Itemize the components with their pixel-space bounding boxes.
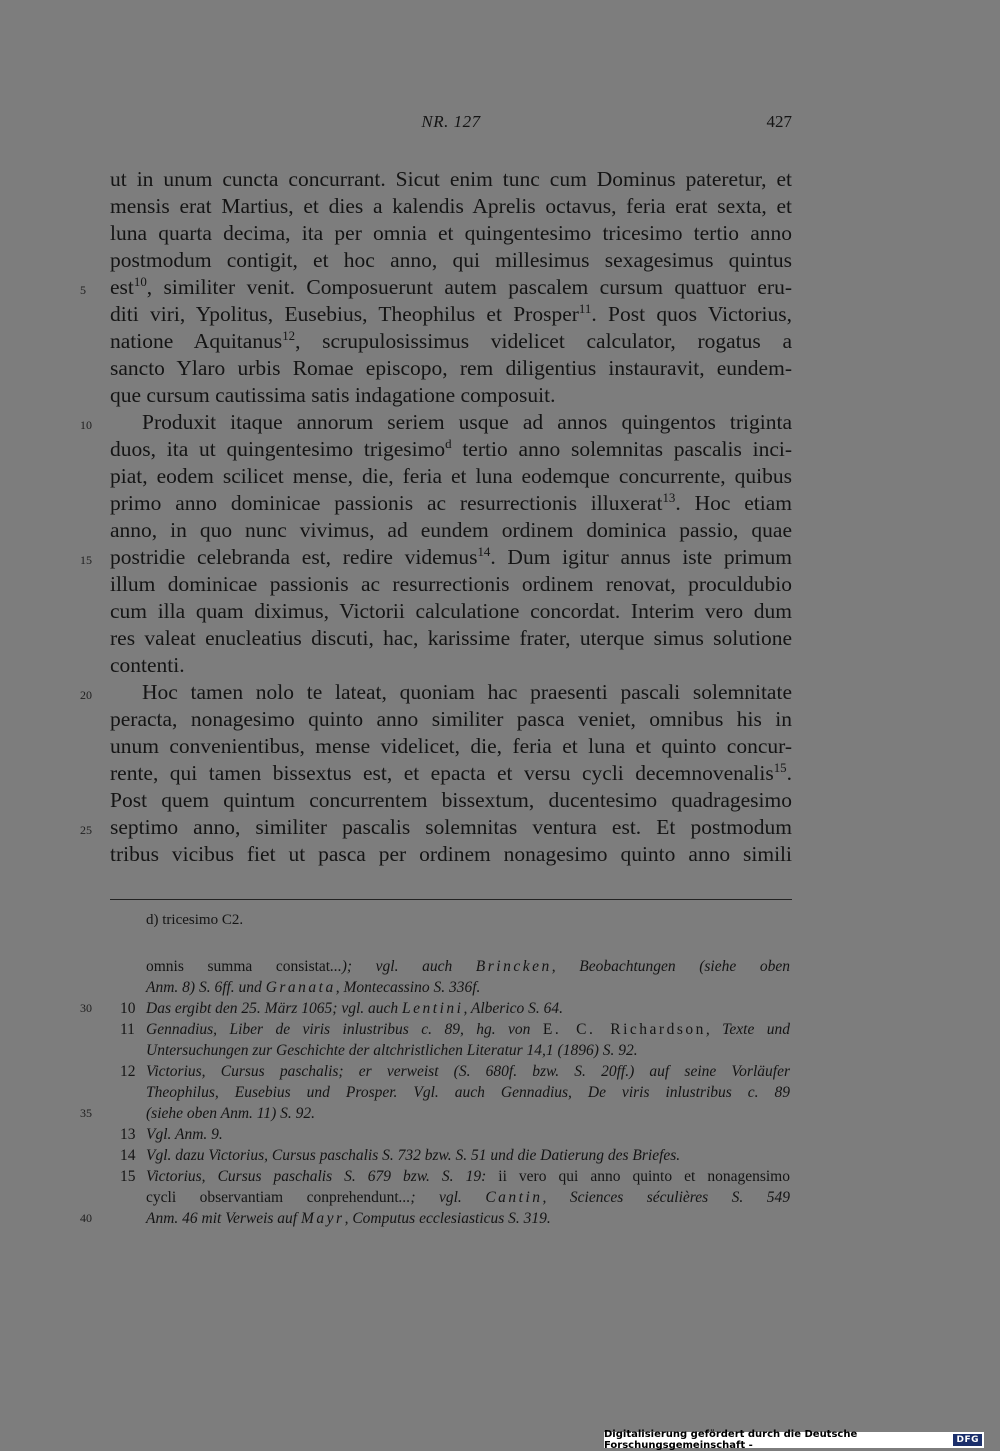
body-line: postridie celebranda est, redire videmus$^{14}$. Dum igitur annus iste primum <box>110 544 792 569</box>
footnote-ref: 14 <box>477 544 491 559</box>
running-title: NR. 127 <box>421 112 481 131</box>
footnote-continuation: omnis summa consistat...); vgl. auch Brincken, Beobachtungen (siehe oben <box>146 958 790 975</box>
page-number: 427 <box>766 112 792 131</box>
footnote-continuation: Anm. 8) S. 6ff. und Granata, Montecassino S. 336f. <box>146 979 481 996</box>
line-number: 10 <box>80 418 92 432</box>
body-line: natione Aquitanus$^{12}$, scrupulosissimus videlicet calculator, rogatus a <box>110 328 792 353</box>
body-line: que cursum cautissima satis indagatione composuit. <box>110 383 556 407</box>
footnote-ref: 10 <box>133 274 147 289</box>
footnote-divider <box>110 899 792 900</box>
body-line: illum dominicae passionis ac resurrectionis ordinem renovat, proculdubio <box>110 572 792 596</box>
body-line: peracta, nonagesimo quinto anno similiter pasca veniet, omnibus his in <box>110 707 792 731</box>
body-line: postmodum contigit, et hoc anno, qui millesimus sexagesimus quintus <box>110 248 792 272</box>
body-line: duos, ita ut quingentesimo trigesimo$^d$ tertio anno solemnitas pascalis inci- <box>110 436 793 461</box>
footnote-15-line3: Anm. 46 mit Verweis auf Mayr, Computus ecclesiasticus S. 319. <box>146 1210 551 1227</box>
variant-ref: d <box>445 436 452 451</box>
body-line: rente, qui tamen bissextus est, et epacta et versu cycli decemnovenalis$^{15}$. <box>110 760 792 785</box>
footnote-15-line2: cycli observantiam conprehendunt...; vgl. Cantin, Sciences séculières S. 549 <box>146 1189 790 1206</box>
body-line: Hoc tamen nolo te lateat, quoniam hac praesenti pascali solemnitate <box>142 680 792 704</box>
dfg-logo-icon: DFG <box>953 1434 982 1446</box>
body-line: tribus vicibus fiet ut pasca per ordinem nonagesimo quinto anno simili <box>110 842 792 866</box>
body-line: est$^{10}$, similiter venit. Composuerunt autem pascalem cursum quattuor eru- <box>110 274 792 299</box>
line-number: 5 <box>80 283 86 297</box>
footnote-ref: 11 <box>578 301 592 316</box>
body-line: cum illa quam diximus, Victorii calculatione concordat. Interim vero dum <box>110 599 792 623</box>
running-header <box>110 112 792 138</box>
line-number: 35 <box>80 1106 92 1120</box>
body-line: primo anno dominicae passionis ac resurrectionis illuxerat$^{13}$. Hoc etiam <box>110 490 792 515</box>
footnote-11-line2: Untersuchungen zur Geschichte der altchristlichen Literatur 14,1 (1896) S. 92. <box>146 1042 638 1059</box>
funding-text: Digitalisierung gefördert durch die Deutsche Forschungsgemeinschaft - <box>604 1429 858 1451</box>
funding-banner <box>604 1429 984 1451</box>
body-line: diti viri, Ypolitus, Eusebius, Theophilus et Prosper$^{11}$. Post quos Victorius, <box>110 301 792 326</box>
body-line: mensis erat Martius, et dies a kalendis Aprelis octavus, feria erat sexta, et <box>110 194 792 218</box>
body-line: sancto Ylaro urbis Romae episcopo, rem diligentius instauravit, eundem- <box>110 356 792 380</box>
body-line: Post quem quintum concurrentem bissextum, ducentesimo quadragesimo <box>110 788 792 812</box>
footnote-number: 11 <box>120 1021 135 1038</box>
line-number: 25 <box>80 823 92 837</box>
footnote-number: 13 <box>120 1126 136 1143</box>
body-line: luna quarta decima, ita per omnia et quingentesimo tricesimo tertio anno <box>110 221 792 245</box>
footnote-15: Victorius, Cursus paschalis S. 679 bzw. S. 19: ii vero qui anno quinto et nonagensimo <box>146 1168 790 1185</box>
footnote-11: Gennadius, Liber de viris inlustribus c. 89, hg. von E. C. Richardson, Texte und <box>146 1021 790 1038</box>
body-line: Produxit itaque annorum seriem usque ad annos quingentos triginta <box>142 410 792 434</box>
body-line: piat, eodem scilicet mense, die, feria et luna eodemque concurrente, quibus <box>110 464 792 488</box>
body-line: unum convenientibus, mense videlicet, die, feria et luna et quinto concur- <box>110 734 792 758</box>
line-number: 40 <box>80 1211 92 1225</box>
footnote-13: Vgl. Anm. 9. <box>146 1126 223 1143</box>
line-number: 30 <box>80 1001 92 1015</box>
footnote-12: Victorius, Cursus paschalis; er verweist (S. 680f. bzw. S. 20ff.) auf seine Vorläufer <box>146 1063 790 1080</box>
footnote-number: 15 <box>120 1168 136 1185</box>
footnote-number: 10 <box>120 1000 136 1017</box>
body-line: contenti. <box>110 653 185 677</box>
variant-note: d) tricesimo C2. <box>146 912 244 928</box>
footnote-ref: 13 <box>662 490 676 505</box>
footnote-12-line2: Theophilus, Eusebius und Prosper. Vgl. auch Gennadius, De viris inlustribus c. 89 <box>146 1084 790 1101</box>
body-line: res valeat enucleatius discuti, hac, karissime frater, uterque simus solutione <box>110 626 792 650</box>
body-line: anno, in quo nunc vivimus, ad eundem ordinem dominica passio, quae <box>110 518 792 542</box>
footnote-number: 14 <box>120 1147 136 1164</box>
footnote-10: Das ergibt den 25. März 1065; vgl. auch Lentini, Alberico S. 64. <box>146 1000 564 1017</box>
body-line: septimo anno, similiter pascalis solemnitas ventura est. Et postmodum <box>110 815 792 839</box>
footnote-12-line3: (siehe oben Anm. 11) S. 92. <box>146 1105 316 1122</box>
body-line: ut in unum cuncta concurrant. Sicut enim tunc cum Dominus pateretur, et <box>110 167 792 191</box>
line-number: 20 <box>80 688 92 702</box>
footnote-ref: 15 <box>773 760 787 775</box>
line-number: 15 <box>80 553 92 567</box>
footnote-14: Vgl. dazu Victorius, Cursus paschalis S. 732 bzw. S. 51 und die Datierung des Briefes. <box>146 1147 681 1164</box>
footnote-ref: 12 <box>282 328 296 343</box>
footnote-number: 12 <box>120 1063 136 1080</box>
